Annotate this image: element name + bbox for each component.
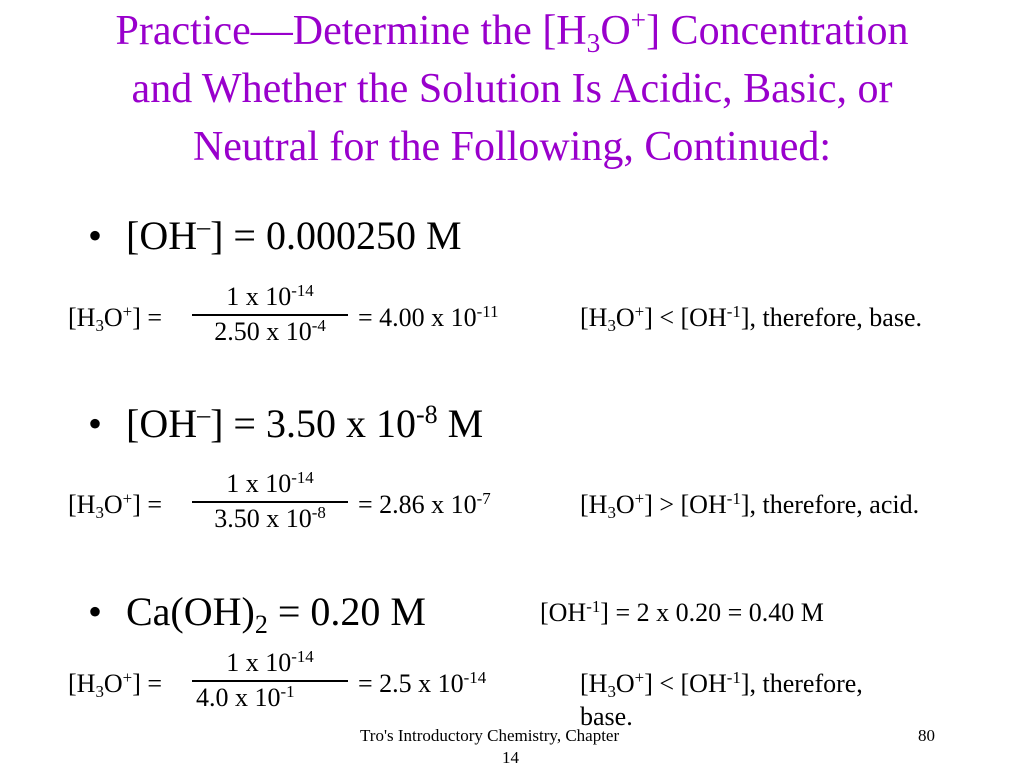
bullet-item-2: • [OH–] = 3.50 x $10^{-8}$ M [88,399,484,446]
fraction-bar [192,680,348,682]
footer-source-line-1: Tro's Introductory Chemistry, Chapter [360,726,620,745]
result-2: = 2.86 x $10^{-7}$ [358,488,491,519]
conclusion-1: $[H_3O^+] < [OH^{-1}]$, therefore, base. [580,301,923,336]
conclusion-3-line-2: base. [580,702,633,731]
result-3: = 2.5 x $10^{-14}$ [358,667,487,698]
page-number: 80 [918,726,935,745]
fraction-1 [192,282,348,347]
slide-title [0,2,1024,176]
title-line-3: Neutral for the Following, Continued: [192,124,832,170]
denominator: 3.50 x $10^{-8}$ [214,502,326,533]
title-line-1: Practice—Determine the $[H_3O^+]$ Concentration [115,5,909,59]
numerator: 1 x $10^{-14}$ [226,646,314,677]
bullet-marker: • [88,401,103,446]
conclusion-3: $[H_3O^+] < [OH^{-1}]$, therefore, [580,667,863,702]
conclusion-2: $[H_3O^+] > [OH^{-1}]$, therefore, acid. [580,488,920,523]
denominator: 2.50 x $10^{-4}$ [214,315,326,346]
denominator: 4.0 x $10^{-1}$ [196,681,295,712]
result-1: = 4.00 x $10^{-11}$ [358,301,499,332]
numerator: 1 x $10^{-14}$ [226,467,314,498]
equation-lhs-1: $[H_3O^+]$ = [68,301,163,336]
bullet-marker: • [88,213,103,258]
bullet-item-3: • $Ca(OH)_2 = 0.20$ M [88,589,426,639]
bullet-marker: • [88,589,103,634]
equation-lhs-2: $[H_3O^+]$ = [68,488,163,523]
footer-source-line-2: 14 [502,748,519,767]
fraction-2 [192,469,348,534]
title-line-2: and Whether the Solution Is Acidic, Basic, or [131,66,893,112]
numerator: 1 x $10^{-14}$ [226,280,314,311]
equation-lhs-3: $[H_3O^+]$ = [68,667,163,702]
fraction-3 [192,648,348,713]
oh-concentration-note: $[OH^{-1}] = 2$ x 0.20 = 0.40 M [540,596,824,627]
bullet-item-1: • [OH–] = 0.000250 M [88,211,462,258]
